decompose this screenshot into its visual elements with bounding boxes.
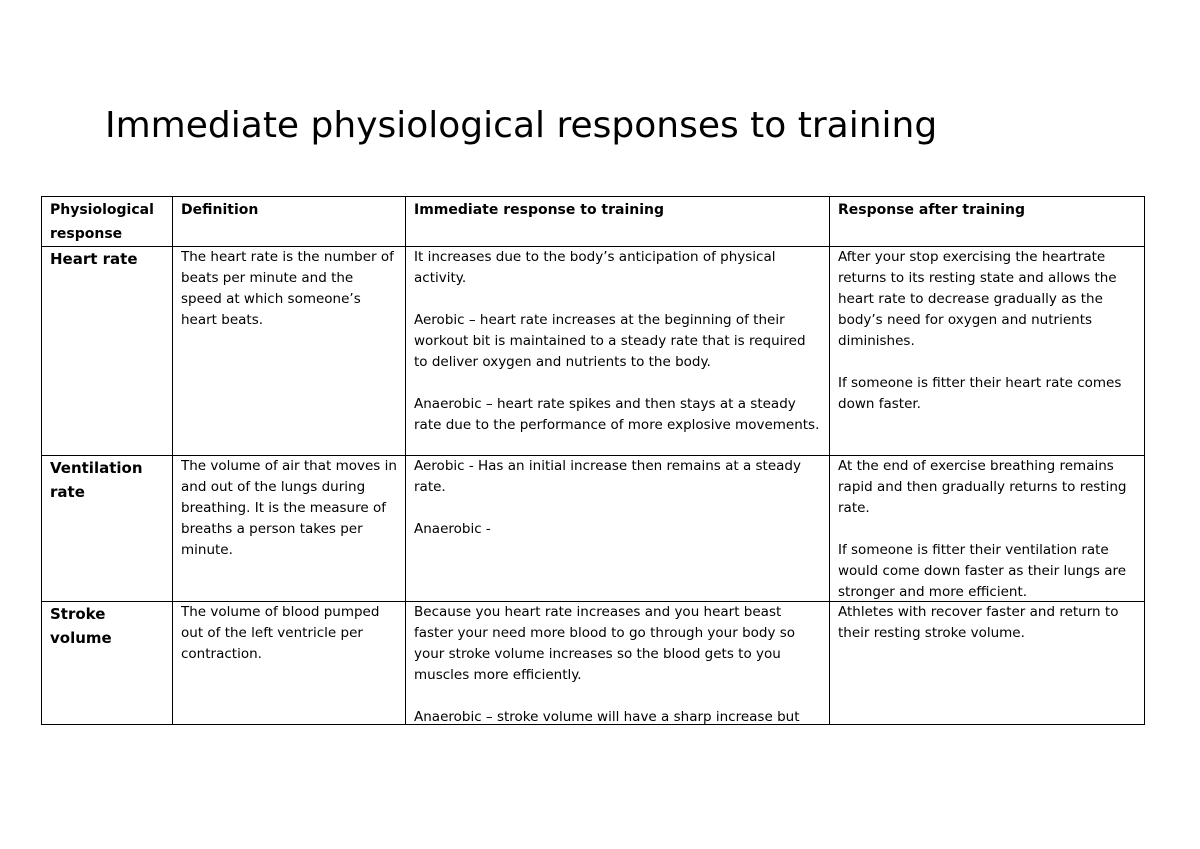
- immediate-paragraph: Anaerobic -: [414, 521, 491, 537]
- after-paragraph: At the end of exercise breathing remains rapid and then gradually returns to resting rate.: [838, 458, 1127, 516]
- after-paragraph: If someone is fitter their ventilation rate would come down faster as their lungs are stronger and more efficient.: [838, 542, 1127, 600]
- definition-text: The volume of blood pumped out of the left ventricle per contraction.: [181, 604, 380, 662]
- table-row-stroke-volume: [42, 602, 1145, 725]
- definition-cell: [173, 456, 406, 602]
- immediate-response-cell: [406, 247, 830, 456]
- immediate-paragraph: Because you heart rate increases and you heart beast faster your need more blood to go through your body so your stroke volume increases so the blood gets to you muscles more efficiently.: [414, 604, 796, 683]
- row-label: Heart rate: [42, 247, 173, 456]
- header-response-after: Response after training: [830, 197, 1145, 247]
- immediate-paragraph: Anaerobic – heart rate spikes and then stays at a steady rate due to the performance of more explosive movements.: [414, 396, 820, 433]
- definition-text: The heart rate is the number of beats per minute and the speed at which someone’s heart beats.: [181, 249, 394, 328]
- physiological-responses-table: [41, 196, 1145, 725]
- header-physiological-response: Physiological response: [42, 197, 173, 247]
- after-paragraph: Athletes with recover faster and return to their resting stroke volume.: [838, 604, 1119, 641]
- after-paragraph: After your stop exercising the heartrate returns to its resting state and allows the heart rate to decrease gradually as the body’s need for oxygen and nutrients diminishes.: [838, 249, 1117, 349]
- immediate-paragraph: It increases due to the body’s anticipation of physical activity.: [414, 249, 776, 286]
- row-label: Stroke volume: [42, 602, 173, 725]
- page-title: Immediate physiological responses to training: [105, 105, 938, 146]
- table-header-row: [42, 197, 1145, 247]
- after-response-cell: [830, 602, 1145, 725]
- table-row-heart-rate: [42, 247, 1145, 456]
- after-response-cell: [830, 456, 1145, 602]
- after-paragraph: If someone is fitter their heart rate comes down faster.: [838, 375, 1122, 412]
- header-definition: Definition: [173, 197, 406, 247]
- immediate-paragraph: Aerobic – heart rate increases at the beginning of their workout bit is maintained to a steady rate that is required to deliver oxygen and nutrients to the body.: [414, 312, 806, 370]
- row-label: Ventilation rate: [42, 456, 173, 602]
- table-row-ventilation-rate: [42, 456, 1145, 602]
- immediate-paragraph: Anaerobic – stroke volume will have a sharp increase but: [414, 709, 800, 724]
- definition-text: The volume of air that moves in and out of the lungs during breathing. It is the measure of breaths a person takes per minute.: [181, 458, 397, 558]
- immediate-paragraph: Aerobic - Has an initial increase then remains at a steady rate.: [414, 458, 801, 495]
- definition-cell: [173, 247, 406, 456]
- definition-cell: [173, 602, 406, 725]
- after-response-cell: [830, 247, 1145, 456]
- header-immediate-response: Immediate response to training: [406, 197, 830, 247]
- immediate-response-cell: [406, 456, 830, 602]
- immediate-response-cell: [406, 602, 830, 725]
